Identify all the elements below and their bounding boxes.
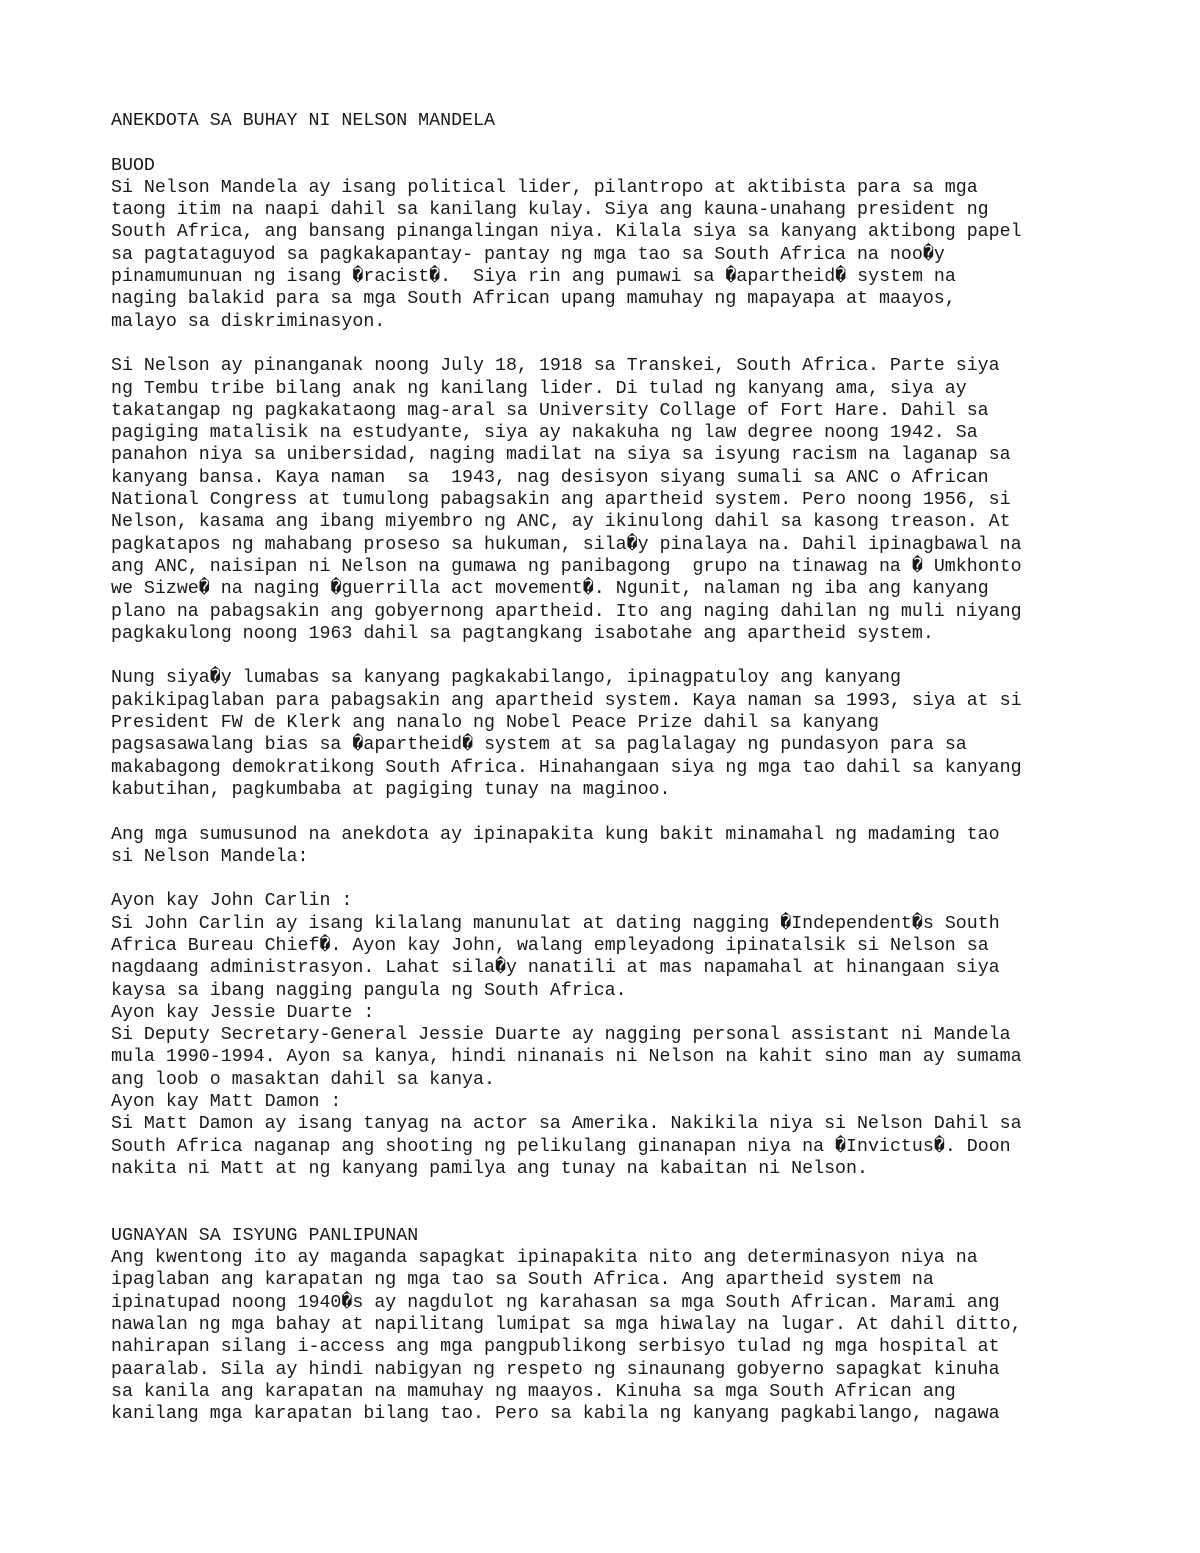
text-line: mula 1990-1994. Ayon sa kanya, hindi ninanais ni Nelson na kahit sino man ay sumama	[111, 1047, 1022, 1068]
text-line: nawalan ng mga bahay at napilitang lumipat sa mga hiwalay na lugar. At dahil ditto,	[111, 1315, 1022, 1336]
text-line: taong itim na naapi dahil sa kanilang kulay. Siya ang kauna-unahang president ng	[111, 200, 989, 221]
blank-line	[111, 132, 1171, 154]
text-line: pagkakulong noong 1963 dahil sa pagtangkang isabotahe ang apartheid system.	[111, 623, 934, 644]
blank-line	[111, 645, 1171, 667]
text-line: takatangap ng pagkakataong mag-aral sa University Collage of Fort Hare. Dahil sa	[111, 400, 989, 421]
text-line: panahon niya sa unibersidad, naging madilat na siya sa isyung racism na laganap sa	[111, 445, 1011, 466]
text-line: Nelson, kasama ang ibang miyembro ng ANC, ay ikinulong dahil sa kasong treason. At	[111, 512, 1011, 533]
text-line: naging balakid para sa mga South African upang mamuhay ng mapayapa at maayos,	[111, 289, 956, 310]
blank-line	[111, 333, 1171, 355]
text-line: pinamumunuan ng isang �racist�. Siya rin ang pumawi sa �apartheid� system na	[111, 267, 956, 288]
text-line: kanilang mga karapatan bilang tao. Pero sa kabila ng kanyang pagkabilango, nagawa	[111, 1404, 1000, 1425]
text-line: pagkatapos ng mahabang proseso sa hukuman, sila�y pinalaya na. Dahil ipinagbawal na	[111, 534, 1022, 555]
text-line: plano na pabagsakin ang gobyernong apartheid. Ito ang naging dahilan ng muli niyang	[111, 601, 1022, 622]
text-line: South Africa, ang bansang pinangalingan niya. Kilala siya sa kanyang aktibong papel	[111, 222, 1022, 243]
text-line: ng Tembu tribe bilang anak ng kanilang lider. Di tulad ng kanyang ama, siya ay	[111, 378, 967, 399]
text-line: pagsasawalang bias sa �apartheid� system at sa paglalagay ng pundasyon para sa	[111, 735, 967, 756]
text-line: nakita ni Matt at ng kanyang pamilya ang tunay na kabaitan ni Nelson.	[111, 1158, 868, 1179]
text-line: pagiging matalisik na estudyante, siya ay nakakuha ng law degree noong 1942. Sa	[111, 423, 978, 444]
text-line: pakikipaglaban para pabagsakin ang apartheid system. Kaya naman sa 1993, siya at si	[111, 690, 1022, 711]
text-line: ipaglaban ang karapatan ng mga tao sa South Africa. Ang apartheid system na	[111, 1270, 934, 1291]
text-line: Si Deputy Secretary-General Jessie Duarte ay nagging personal assistant ni Mandela	[111, 1025, 1011, 1046]
text-line: Si Nelson Mandela ay isang political lider, pilantropo at aktibista para sa mga	[111, 177, 978, 198]
document-title: ANEKDOTA SA BUHAY NI NELSON MANDELA	[111, 111, 495, 131]
text-line: malayo sa diskriminasyon.	[111, 311, 386, 332]
text-line: sa pagtataguyod sa pagkakapantay- pantay ng mga tao sa South Africa na noo�y	[111, 244, 945, 265]
text-line: kabutihan, pagkumbaba at pagiging tunay na maginoo.	[111, 779, 671, 800]
blank-line	[111, 801, 1171, 823]
text-line: Si John Carlin ay isang kilalang manunulat at dating nagging �Independent�s South	[111, 913, 1000, 934]
text-line: President FW de Klerk ang nanalo ng Nobel Peace Prize dahil sa kanyang	[111, 713, 879, 734]
blank-line	[111, 868, 1171, 890]
text-line: ipinatupad noong 1940�s ay nagdulot ng karahasan sa mga South African. Marami ang	[111, 1292, 1000, 1313]
text-line: Ang mga sumusunod na anekdota ay ipinapakita kung bakit minamahal ng madaming tao	[111, 824, 1000, 845]
blank-line	[111, 1203, 1171, 1225]
text-line: Africa Bureau Chief�. Ayon kay John, walang empleyadong ipinatalsik si Nelson sa	[111, 935, 989, 956]
text-line: ang loob o masaktan dahil sa kanya.	[111, 1069, 495, 1090]
document-page	[111, 110, 1171, 1426]
subheading-john-carlin: Ayon kay John Carlin :	[111, 891, 353, 912]
text-line: makabagong demokratikong South Africa. Hinahangaan siya ng mga tao dahil sa kanyang	[111, 757, 1022, 778]
text-line: Nung siya�y lumabas sa kanyang pagkakabilango, ipinagpatuloy ang kanyang	[111, 668, 901, 689]
blank-line	[111, 1180, 1171, 1202]
text-line: sa kanila ang karapatan na mamuhay ng maayos. Kinuha sa mga South African ang	[111, 1381, 956, 1402]
section-heading-ugnayan: UGNAYAN SA ISYUNG PANLIPUNAN	[111, 1225, 419, 1246]
text-line: South Africa naganap ang shooting ng pelikulang ginanapan niya na �Invictus�. Doon	[111, 1136, 1011, 1157]
text-line: we Sizwe� na naging �guerrilla act movement�. Ngunit, nalaman ng iba ang kanyang	[111, 579, 989, 600]
text-line: Si Nelson ay pinanganak noong July 18, 1918 sa Transkei, South Africa. Parte siya	[111, 356, 1000, 377]
text-line: nagdaang administrasyon. Lahat sila�y nanatili at mas napamahal at hinangaan siya	[111, 958, 1000, 979]
subheading-matt-damon: Ayon kay Matt Damon :	[111, 1092, 342, 1113]
text-line: Ang kwentong ito ay maganda sapagkat ipinapakita nito ang determinasyon niya na	[111, 1248, 978, 1269]
subheading-jessie-duarte: Ayon kay Jessie Duarte :	[111, 1002, 375, 1023]
text-line: kanyang bansa. Kaya naman sa 1943, nag desisyon siyang sumali sa ANC o African	[111, 467, 989, 488]
text-line: ang ANC, naisipan ni Nelson na gumawa ng panibagong grupo na tinawag na � Umkhonto	[111, 556, 1022, 577]
text-line: paaralab. Sila ay hindi nabigyan ng respeto ng sinaunang gobyerno sapagkat kinuha	[111, 1359, 1000, 1380]
text-line: National Congress at tumulong pabagsakin ang apartheid system. Pero noong 1956, si	[111, 490, 1011, 511]
section-heading-buod: BUOD	[111, 155, 155, 176]
text-line: Si Matt Damon ay isang tanyag na actor sa Amerika. Nakikila niya si Nelson Dahil sa	[111, 1114, 1022, 1135]
text-line: kaysa sa ibang nagging pangula ng South Africa.	[111, 980, 627, 1001]
text-line: nahirapan silang i-access ang mga pangpublikong serbisyo tulad ng mga hospital at	[111, 1337, 1000, 1358]
text-line: si Nelson Mandela:	[111, 846, 309, 867]
